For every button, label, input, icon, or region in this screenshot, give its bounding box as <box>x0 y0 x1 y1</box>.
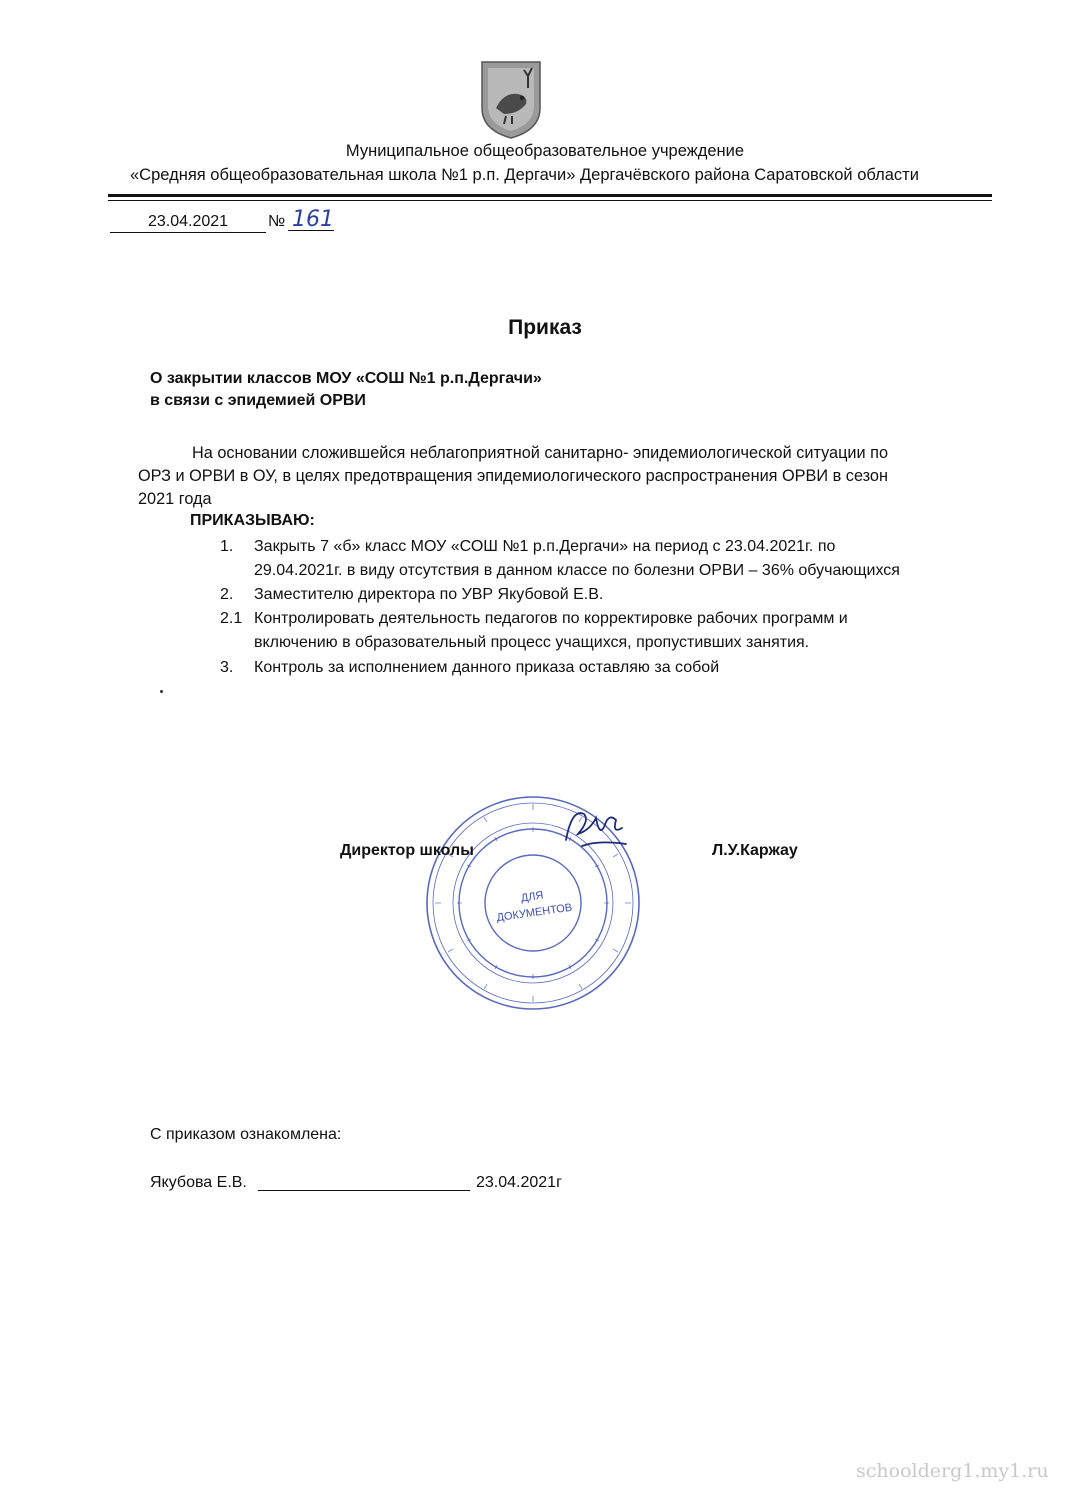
institution-name: Муниципальное общеобразовательное учреждение <box>345 142 745 160</box>
item-text: Заместителю директора по УВР Якубовой Е.В. <box>254 586 604 603</box>
subject-line-1: О закрытии классов МОУ «СОШ №1 р.п.Дергачи» <box>150 370 542 387</box>
subject-line-2: в связи с эпидемией ОРВИ <box>150 392 366 409</box>
header-divider-thick <box>108 194 992 197</box>
item-text: Контролировать деятельность педагогов по корректировке рабочих программ и <box>254 610 848 627</box>
item-text: Контроль за исполнением данного приказа оставляю за собой <box>254 659 720 676</box>
director-name: Л.У.Каржау <box>712 842 798 859</box>
item-text: включению в образовательный процесс учащихся, пропустивших занятия. <box>254 634 810 651</box>
item-text: Закрыть 7 «б» класс МОУ «СОШ №1 р.п.Дергачи» на период с 23.04.2021г. по <box>254 538 836 555</box>
item-number: 2.1 <box>220 610 243 627</box>
acknowledgement-date: 23.04.2021г <box>476 1174 562 1191</box>
item-number: 1. <box>220 538 234 555</box>
order-directive-word: ПРИКАЗЫВАЮ: <box>190 512 315 529</box>
director-signature <box>560 800 632 860</box>
site-watermark: schoolderg1.my1.ru <box>856 1460 1049 1482</box>
stray-dot <box>160 690 163 693</box>
stamp-center-line-2: ДОКУМЕНТОВ <box>495 901 573 925</box>
acknowledgement-label: С приказом ознакомлена: <box>150 1126 342 1143</box>
item-number: 2. <box>220 586 234 603</box>
document-title: Приказ <box>508 316 582 339</box>
basis-line-3: 2021 года <box>138 490 212 508</box>
item-text: 29.04.2021г. в виду отсутствия в данном классе по болезни ОРВИ – 36% обучающихся <box>254 562 900 579</box>
coat-of-arms-icon <box>478 58 544 140</box>
basis-line-1: На основании сложившейся неблагоприятной санитарно- эпидемиологической ситуации по <box>192 444 889 462</box>
school-name: «Средняя общеобразовательная школа №1 р.п. Дергачи» Дергачёвского района Саратовской области <box>130 166 919 184</box>
stamp-center-line-1: ДЛЯ <box>520 889 545 905</box>
order-number-handwritten: 161 <box>292 207 334 232</box>
director-title: Директор школы <box>340 842 474 859</box>
basis-line-2: ОРЗ и ОРВИ в ОУ, в целях предотвращения эпидемиологического распространения ОРВИ в сезон <box>138 467 888 485</box>
order-number-label: № <box>268 213 286 230</box>
order-date: 23.04.2021 <box>110 212 266 233</box>
item-number: 3. <box>220 659 234 676</box>
acknowledgement-name: Якубова Е.В. <box>150 1174 247 1191</box>
acknowledgement-signature-line <box>258 1190 470 1191</box>
header-divider-thin <box>108 200 992 201</box>
